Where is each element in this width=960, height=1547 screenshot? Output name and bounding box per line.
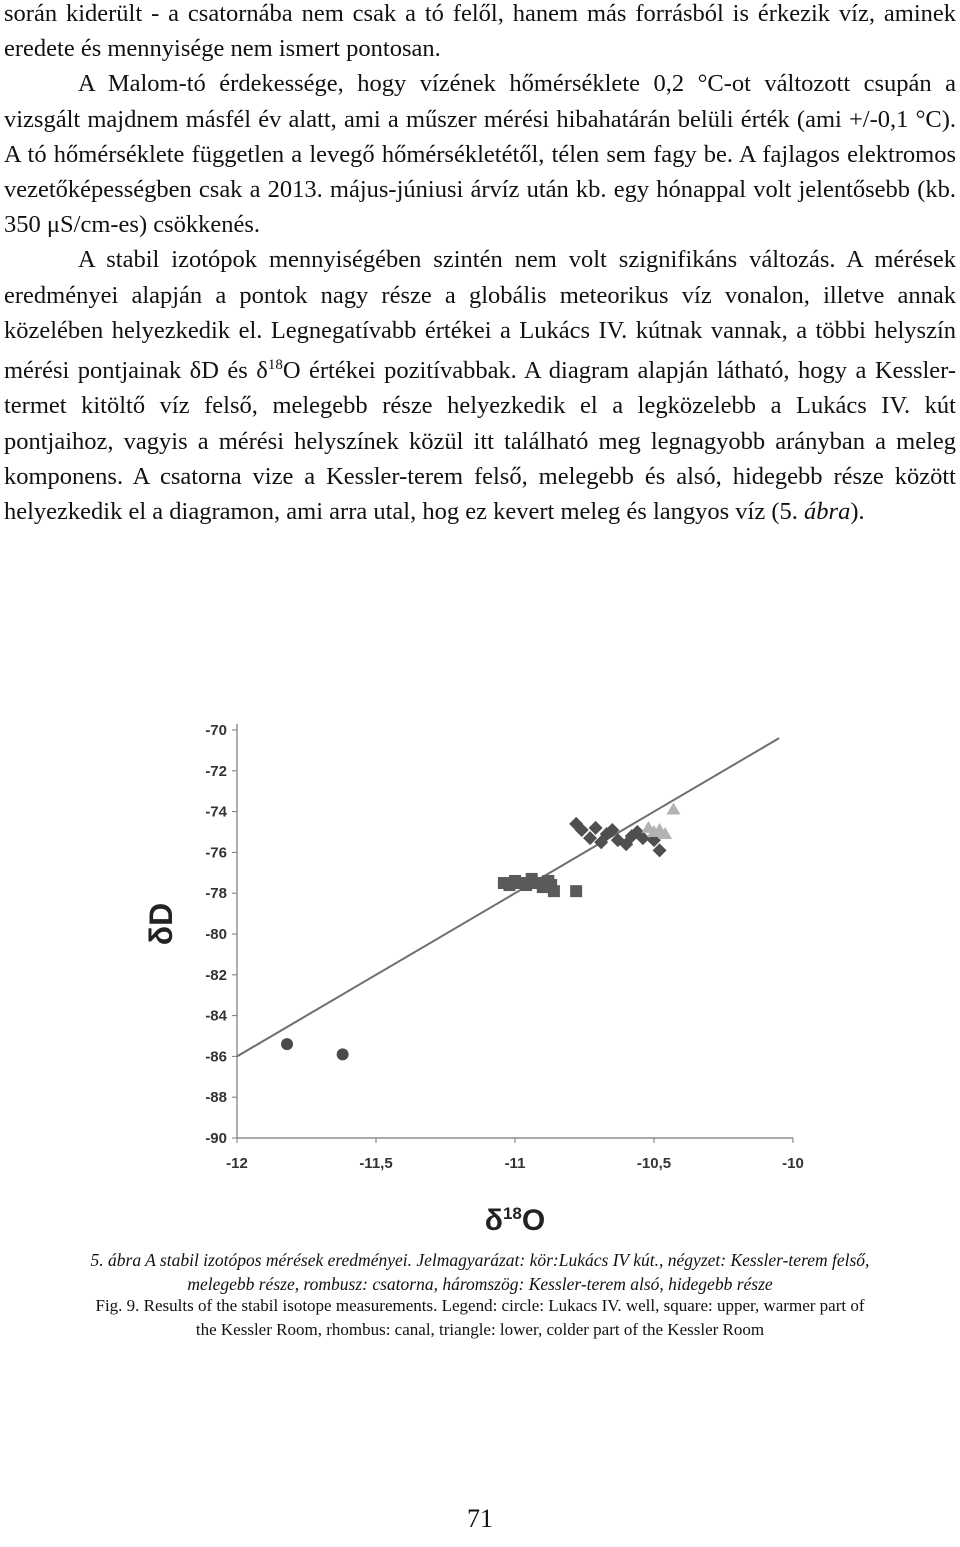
chart-axis-labels: [143, 903, 545, 1237]
square-point: [548, 885, 560, 897]
paragraph-3: [4, 242, 956, 529]
caption-en-line2: the Kessler Room, rhombus: canal, triangle: lower, colder part of the Kessler Room: [195, 1320, 765, 1339]
paragraph-3-text-b: O értékei pozitívabbak. A diagram alapján látható, hogy a Kessler-termet kitöltő víz felső, melegebb része helyezkedik el a legközelebb a Lukács IV. kút pontjaihoz, vagyis a mérési helyszínek közül itt található meg legnagyobb arányban a meleg komponens. A csatorna vize a Kessler-terem felső, melegebb és alsó, hidegebb része között helyezkedik el a diagramon, ami arra utal, hog ez kevert meleg és langyos víz (5.: [4, 357, 956, 525]
x-tick-label: -12: [226, 1155, 248, 1172]
y-tick-label: -76: [205, 844, 227, 862]
superscript-18: 18: [267, 357, 283, 374]
y-tick-label: -74: [205, 803, 227, 821]
y-tick-label: -86: [205, 1048, 227, 1066]
y-tick-label: -90: [205, 1130, 227, 1147]
caption-en-line1: Fig. 9. Results of the stabil isotope measurements. Legend: circle: Lukacs IV. well, square: upper, warmer part of: [95, 1296, 865, 1315]
meteoric-water-line: [237, 738, 779, 1056]
chart-axes: [205, 722, 804, 1172]
y-tick-label: -78: [205, 885, 227, 903]
caption-hu-line1: 5. ábra A stabil izotópos mérések eredményei. Jelmagyarázat: kör:Lukács IV kút., négyzet: Kessler-terem felső,: [90, 1250, 870, 1270]
y-axis-label: δD: [143, 902, 179, 946]
y-tick-label: -70: [205, 722, 227, 739]
paragraph-2-text: A Malom-tó érdekessége, hogy vízének hőmérséklete 0,2 °C-ot változott csupán a vizsgált majdnem másfél év alatt, ami a műszer mérési hibahatárán belüli érték (ami +/-0,1 °C). A tó hőmérséklete független a levegő hőmérsékletétől, télen sem fagy be. A fajlagos elektromos vezetőképességben csak a 2013. május-júniusi árvíz után kb. egy hónappal volt jelentősebb (kb. 350 μS/cm-es) csökkenés.: [4, 70, 956, 239]
triangle-point: [666, 803, 680, 815]
page-number: 71: [467, 1504, 493, 1533]
figure-caption-en: [0, 1294, 960, 1342]
paragraph-1: [4, 0, 956, 66]
figure-caption-hu: [0, 1248, 960, 1296]
x-tick-label: -10,5: [636, 1155, 672, 1172]
y-tick-label: -80: [205, 926, 227, 943]
figure-5: [143, 700, 820, 1245]
circle-point: [337, 1048, 349, 1060]
square-point: [570, 885, 582, 897]
y-tick-label: -88: [205, 1089, 227, 1107]
paragraph-2: [4, 66, 956, 242]
paragraph-1-text: során kiderült - a csatornába nem csak a tó felől, hanem más forrásból is érkezik víz, aminek eredete és mennyisége nem ismert pontosan.: [4, 0, 956, 63]
y-tick-label: -72: [205, 762, 227, 780]
mwl-line: [237, 738, 779, 1056]
x-tick-label: -10: [782, 1155, 804, 1172]
paragraph-3-italic: ábra: [804, 498, 851, 525]
body-text: [4, 0, 956, 529]
y-tick-label: -82: [205, 966, 227, 984]
paragraph-3-tail: ).: [850, 498, 865, 525]
x-axis-label: $\delta^{18}O$: [484, 1204, 546, 1237]
x-tick-label: -11: [504, 1155, 526, 1172]
caption-hu-line2: melegebb része, rombusz: csatorna, háromszög: Kessler-terem alsó, hidegebb része: [187, 1274, 773, 1294]
chart-marks: [281, 803, 680, 1061]
x-tick-label: -11,5: [359, 1155, 393, 1172]
circle-point: [281, 1038, 293, 1050]
paragraph-3-text-a: A stabil izotópok mennyiségében szintén nem volt szignifikáns változás. A mérések eredményei alapján a pontok nagy része a globális meteorikus víz vonalon, illetve annak közelében helyezkedik el. Legnegatívabb értékei a Lukács IV. kútnak vannak, a többi helyszín mérési pontjainak δD és δ: [4, 246, 956, 385]
y-tick-label: -84: [205, 1007, 227, 1025]
